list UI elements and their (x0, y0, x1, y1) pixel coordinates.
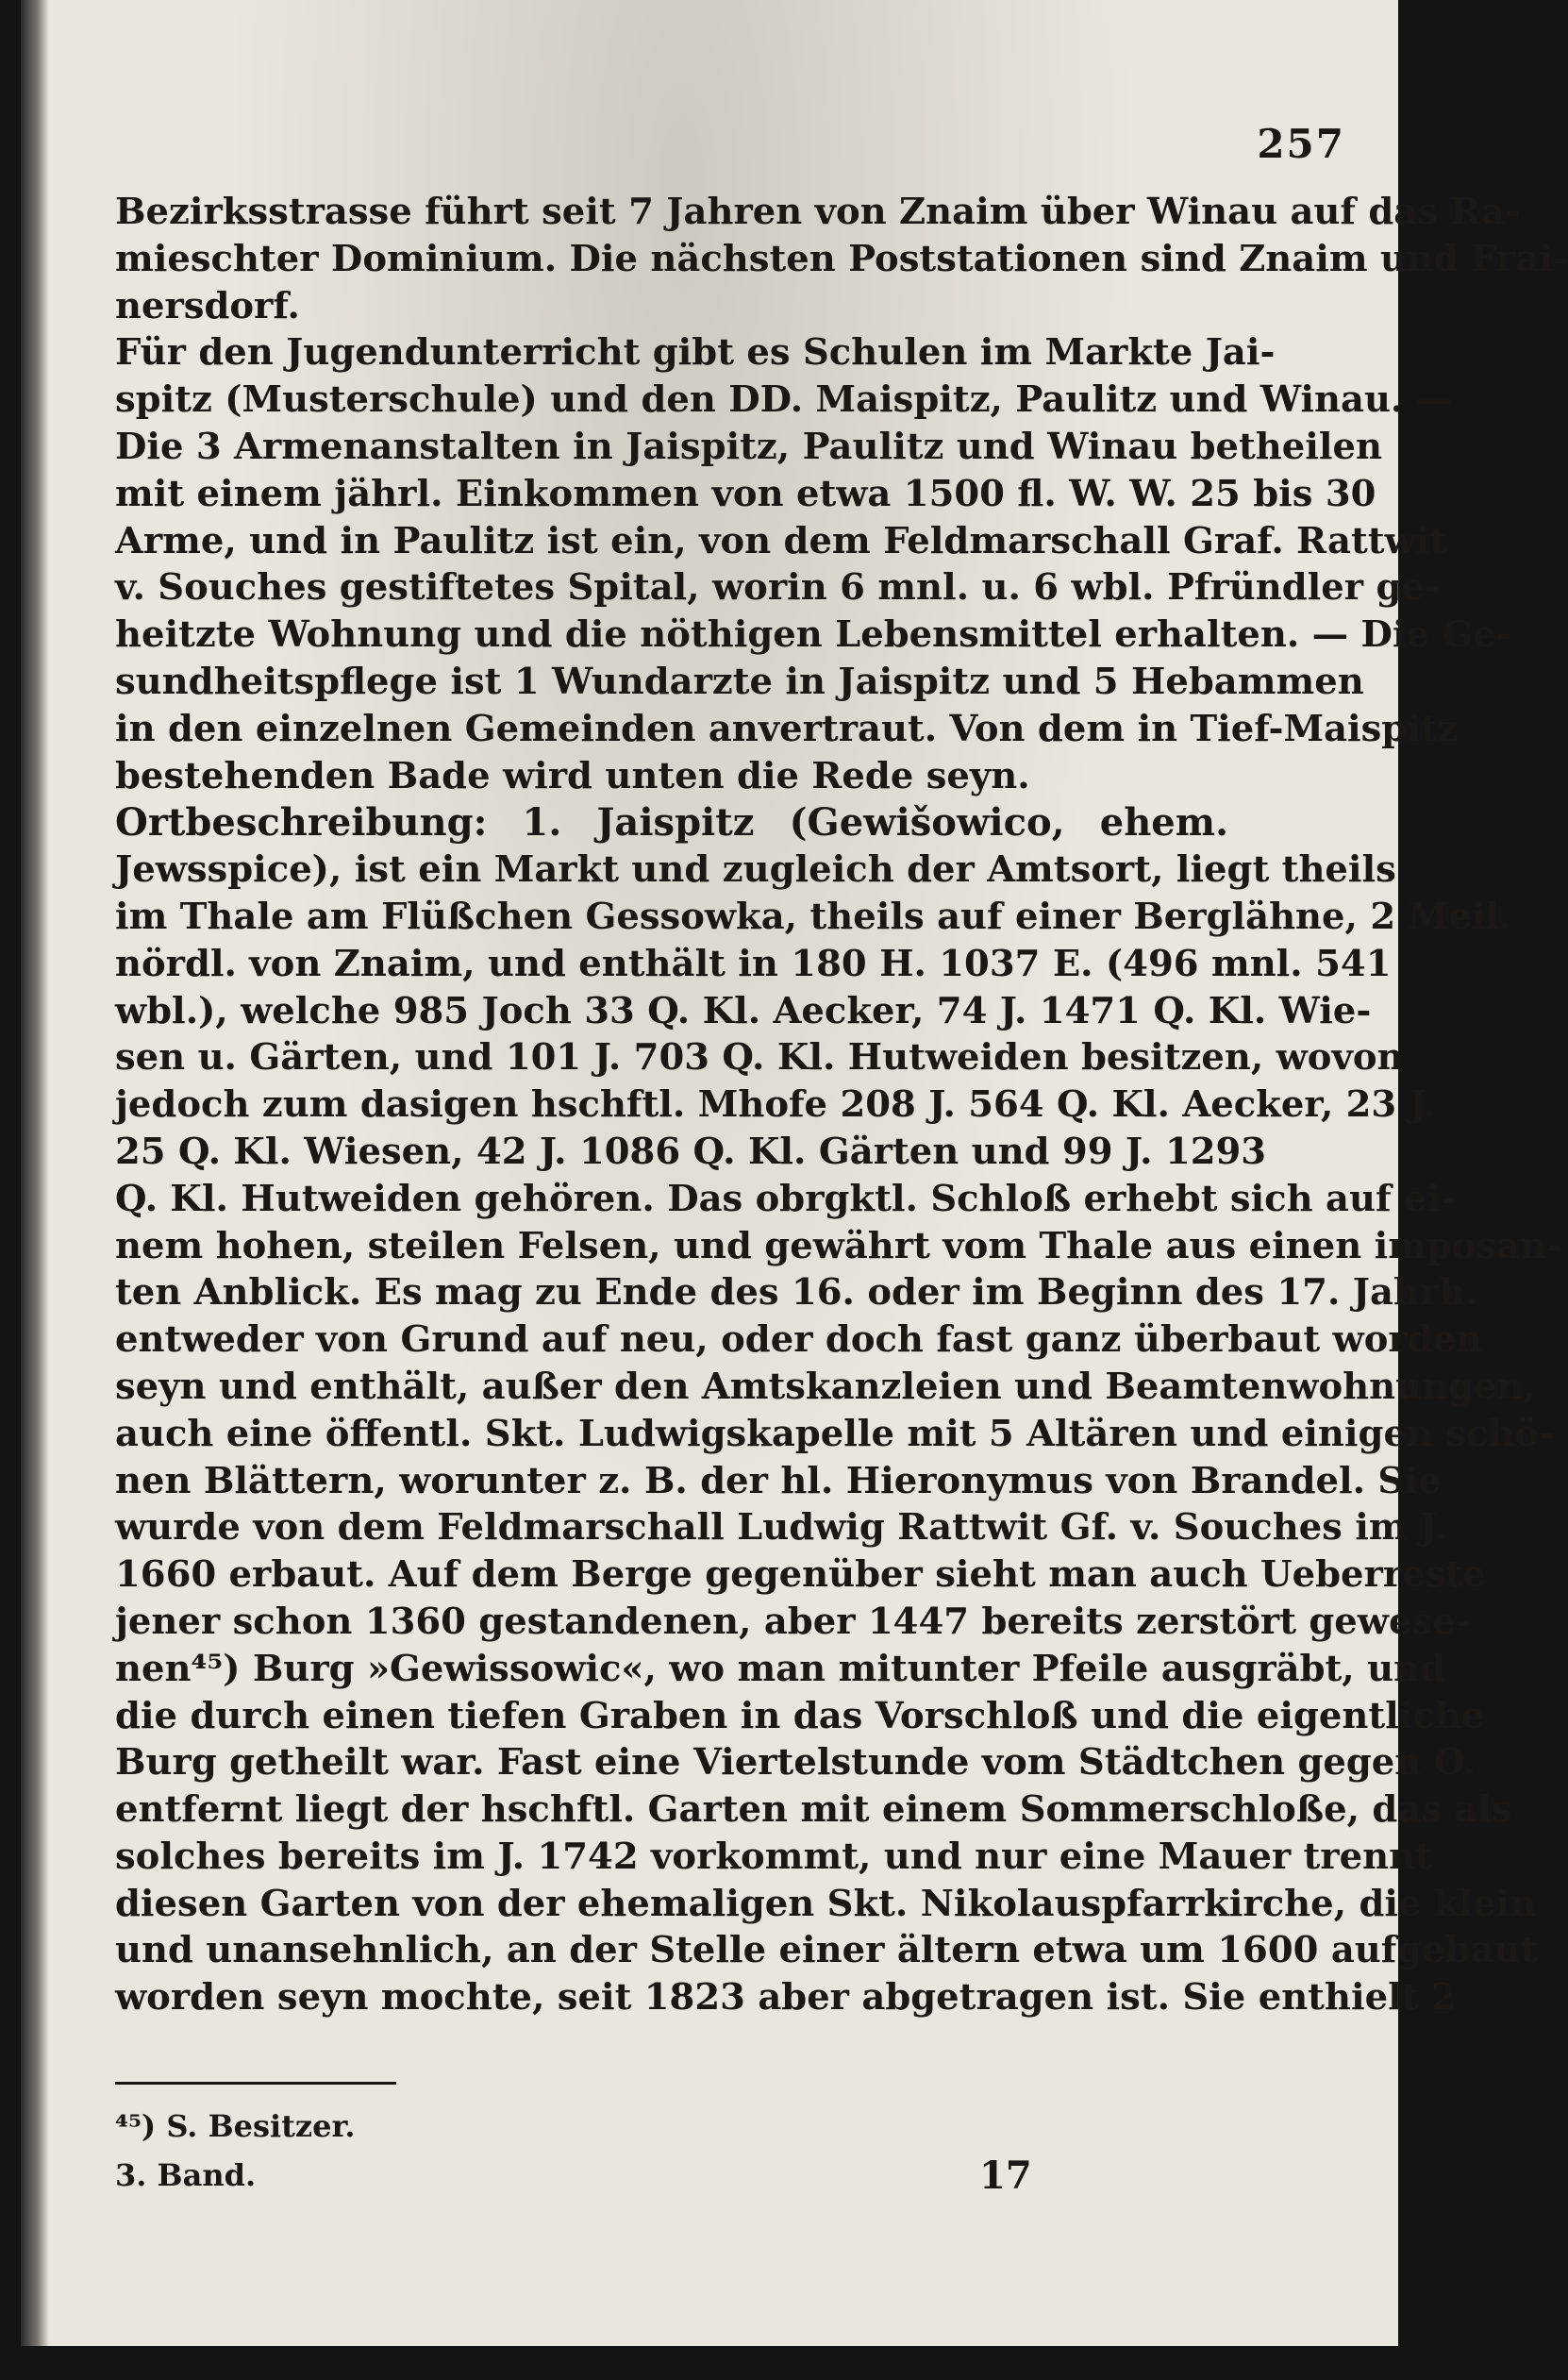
footnote-divider (115, 2082, 396, 2085)
page-binding-shadow (21, 0, 49, 2346)
text-line: in den einzelnen Gemeinden anvertraut. Von dem in Tief-Maispitz (115, 707, 1459, 750)
text-line: und unansehnlich, an der Stelle einer ältern etwa um 1600 aufgebaut (115, 1929, 1538, 1972)
text-line: jener schon 1360 gestandenen, aber 1447 bereits zerstört gewese- (115, 1600, 1471, 1643)
book-page (21, 0, 1568, 2346)
text-line: nen⁴⁵) Burg »Gewissowic«, wo man mitunter Pfeile ausgräbt, und (115, 1647, 1446, 1690)
text-line: ten Anblick. Es mag zu Ende des 16. oder im Beginn des 17. Jahrh. (115, 1271, 1478, 1315)
text-line: nem hohen, steilen Felsen, und gewährt vom Thale aus einen imposan- (115, 1224, 1562, 1267)
text-line: Die 3 Armenanstalten in Jaispitz, Paulitz und Winau betheilen (115, 425, 1383, 468)
text-line: 25 Q. Kl. Wiesen, 42 J. 1086 Q. Kl. Gärten und 99 J. 1293 (115, 1130, 1267, 1173)
volume-signature: 3. Band. (115, 2157, 257, 2193)
text-line: Bezirksstrasse führt seit 7 Jahren von Znaim über Winau auf das Ra- (115, 191, 1521, 233)
text-line: entfernt liegt der hschftl. Garten mit einem Sommerschloße, das als (115, 1788, 1512, 1832)
section-heading-line: Ortbeschreibung: 1. Jaispitz (Gewišowico, ehem. (115, 800, 1228, 846)
text-line: sen u. Gärten, und 101 J. 703 Q. Kl. Hutweiden besitzen, wovon (115, 1036, 1404, 1080)
text-line: sundheitspflege ist 1 Wundarzte in Jaispitz und 5 Hebammen (115, 660, 1364, 703)
footnote: ⁴⁵) S. Besitzer. (115, 2108, 356, 2144)
text-line: mieschter Dominium. Die nächsten Poststationen sind Znaim und Frai- (115, 237, 1568, 280)
text-line: diesen Garten von der ehemaligen Skt. Nikolauspfarrkirche, die klein (115, 1882, 1537, 1925)
text-line: 1660 erbaut. Auf dem Berge gegenüber sieht man auch Ueberreste (115, 1553, 1486, 1597)
body-text (115, 189, 1568, 2021)
text-line: worden seyn mochte, seit 1823 aber abgetragen ist. Sie enthielt 2 (115, 1976, 1457, 2020)
text-line: auch eine öffentl. Skt. Ludwigskapelle mit 5 Altären und einigen schö- (115, 1412, 1555, 1455)
text-line: jedoch zum dasigen hschftl. Mhofe 208 J. 564 Q. Kl. Aecker, 23 J. (115, 1083, 1437, 1127)
text-line: wbl.), welche 985 Joch 33 Q. Kl. Aecker, 74 J. 1471 Q. Kl. Wie- (115, 989, 1372, 1032)
text-line: solches bereits im J. 1742 vorkommt, und nur eine Mauer trennt (115, 1835, 1432, 1878)
text-line: bestehenden Bade wird unten die Rede seyn. (115, 754, 1030, 797)
text-line: nen Blättern, worunter z. B. der hl. Hieronymus von Brandel. Sie (115, 1459, 1442, 1502)
text-line: wurde von dem Feldmarschall Ludwig Rattwit Gf. v. Souches im J. (115, 1506, 1447, 1550)
text-line: Für den Jugendunterricht gibt es Schulen im Markte Jai- (115, 331, 1276, 375)
text-line: heitzte Wohnung und die nöthigen Lebensmittel erhalten. — Die Ge- (115, 613, 1511, 657)
text-line: entweder von Grund auf neu, oder doch fast ganz überbaut worden (115, 1318, 1483, 1362)
text-line: Arme, und in Paulitz ist ein, von dem Feldmarschall Graf. Rattwit (115, 519, 1447, 562)
text-line: seyn und enthält, außer den Amtskanzleien und Beamtenwohnungen, (115, 1365, 1536, 1408)
text-line: v. Souches gestiftetes Spital, worin 6 mnl. u. 6 wbl. Pfründler ge- (115, 566, 1440, 610)
text-line: nördl. von Znaim, und enthält in 180 H. 1037 E. (496 mnl. 541 (115, 942, 1392, 985)
sheet-number: 17 (979, 2154, 1032, 2198)
text-line: Q. Kl. Hutweiden gehören. Das obrgktl. Schloß erhebt sich auf ei- (115, 1177, 1457, 1220)
text-line: Jewsspice), ist ein Markt und zugleich der Amtsort, liegt theils (115, 848, 1396, 892)
text-line: Burg getheilt war. Fast eine Viertelstunde vom Städtchen gegen O. (115, 1741, 1476, 1785)
text-line: mit einem jährl. Einkommen von etwa 1500 fl. W. W. 25 bis 30 (115, 472, 1376, 515)
text-line: nersdorf. (115, 284, 300, 327)
text-line: die durch einen tiefen Graben in das Vorschloß und die eigentliche (115, 1694, 1485, 1737)
text-line: spitz (Musterschule) und den DD. Maispitz, Paulitz und Winau. — (115, 378, 1453, 422)
page-number: 257 (1257, 121, 1345, 167)
text-line: im Thale am Flüßchen Gessowka, theils auf einer Berglähne, 2 Meil. (115, 895, 1512, 938)
